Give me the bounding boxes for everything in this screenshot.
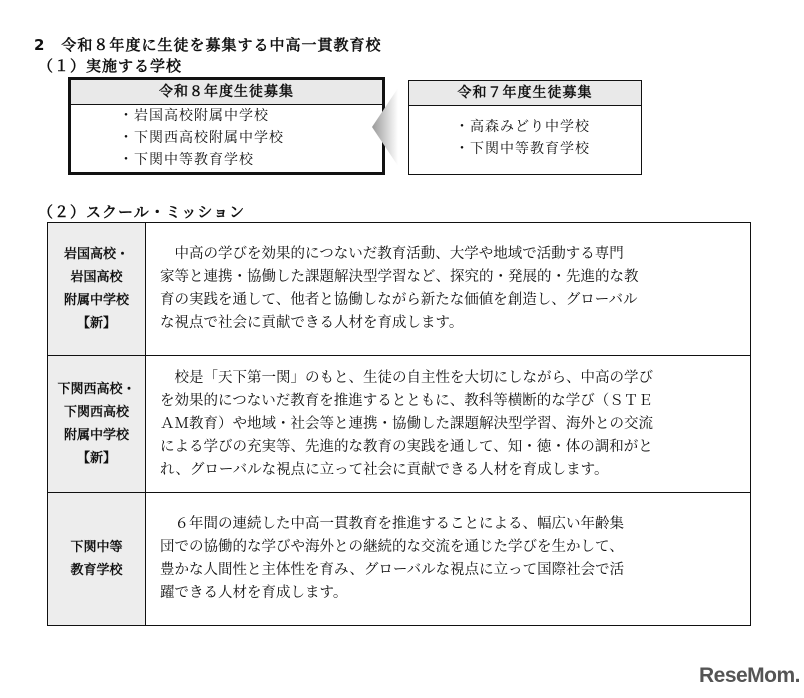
school-name-line: 下関西高校 — [63, 405, 129, 420]
school-list-item: ・高森みどり中学校 — [455, 119, 590, 135]
mission-text-cell — [146, 223, 751, 356]
school-mission-table — [47, 222, 751, 626]
table-row — [48, 223, 751, 356]
mission-text-line: 家等と連携・協働した課題解決型学習など、探究的・発展的・先進的な教 — [160, 269, 639, 285]
section2-heading: （２）スクール・ミッション — [38, 203, 246, 221]
school-list-item: ・下関中等教育学校 — [455, 141, 590, 157]
mission-text-line: 校是「天下第一関」のもと、生徒の自主性を大切にしながら、中高の学び — [160, 369, 653, 386]
arrow-left-icon — [370, 88, 402, 166]
mission-text-line: 育の実践を通して、他者と協働しながら新たな価値を創造し、グローバル — [160, 292, 638, 308]
mission-text-line: 団での協働的な学びや海外との継続的な交流を通じた学びを生かして、 — [160, 539, 624, 555]
mission-text-line: 中高の学びを効果的につないだ教育活動、大学や地域で活動する専門 — [160, 246, 624, 262]
box-2026-recruitment — [68, 77, 385, 175]
school-name-line: 岩国高校 — [70, 270, 123, 285]
mission-text-line: 豊かな人間性と主体性を育み、グローバルな視点に立って国際社会で活 — [160, 562, 625, 578]
school-name-line: 附属中学校 — [63, 293, 129, 308]
school-name-line: 附属中学校 — [63, 428, 129, 443]
mission-text-line: を効果的につないだ教育を推進するとともに、教科等横断的な学び（ＳＴＥ — [160, 392, 653, 409]
school-name-line: 教育学校 — [70, 563, 123, 578]
table-row — [48, 356, 751, 493]
mission-text-line: な視点で社会に貢献できる人材を育成します。 — [160, 315, 464, 331]
school-name-cell — [48, 493, 146, 626]
school-list-item: ・下関西高校附属中学校 — [119, 130, 284, 146]
main-heading: 2 令和８年度に生徒を募集する中高一貫教育校 — [34, 36, 382, 54]
mission-text-line: による学びの充実等、先進的な教育の実践を通して、知・徳・体の調和がと — [160, 438, 653, 455]
school-name-line: 下関中等 — [70, 540, 123, 555]
box-2025-title: 令和７年度生徒募集 — [409, 81, 641, 106]
table-row — [48, 493, 751, 626]
school-name-line: 下関西高校・ — [57, 382, 136, 397]
school-list-item: ・下関中等教育学校 — [119, 152, 254, 168]
school-list-item: ・岩国高校附属中学校 — [119, 108, 269, 124]
mission-text-line: ６年間の連続した中高一貫教育を推進することによる、幅広い年齢集 — [160, 516, 624, 532]
box-2026-title: 令和８年度生徒募集 — [71, 80, 382, 105]
school-name-line: 【新】 — [76, 316, 116, 331]
school-name-line: 【新】 — [76, 451, 116, 466]
section1-heading: （１）実施する学校 — [38, 57, 183, 75]
mission-text-line: 躍できる人材を育成します。 — [160, 585, 348, 601]
mission-text-cell — [146, 356, 751, 493]
resemom-logo: ReseMom. — [698, 664, 800, 687]
school-name-line: 岩国高校・ — [63, 247, 129, 262]
mission-text-line: ＡＭ教育）や地域・社会等と連携・協働した課題解決型学習、海外との交流 — [160, 415, 653, 432]
mission-text-cell — [146, 493, 751, 626]
school-name-cell — [48, 356, 146, 493]
school-name-cell — [48, 223, 146, 356]
mission-text-line: れ、グローバルな視点に立って社会に貢献できる人材を育成します。 — [160, 461, 609, 478]
box-2025-recruitment — [408, 80, 642, 175]
